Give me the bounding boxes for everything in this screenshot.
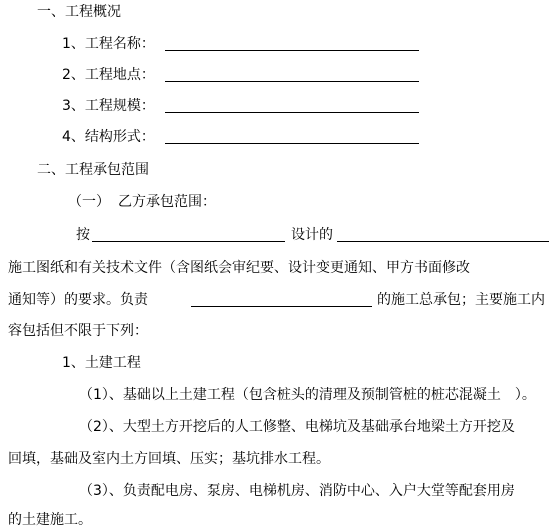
design-field[interactable] bbox=[337, 241, 549, 242]
item1-2-line1: （2）、大型土方开挖后的人工修整、电梯坑及基础承台地梁土方开挖及 bbox=[79, 419, 515, 435]
item1-2-line2: 回填，基础及室内土方回填、压实；基坑排水工程。 bbox=[8, 451, 330, 467]
project-location-label: 2、工程地点： bbox=[62, 67, 155, 83]
item1-title: 1、土建工程 bbox=[62, 355, 141, 371]
para2-line2-a: 通知等）的要求。负责 bbox=[8, 292, 148, 308]
item1-1: （1）、基础以上土建工程（包含桩头的清理及预制管桩的桩芯混凝土 ）。 bbox=[79, 387, 536, 403]
project-scale-field[interactable] bbox=[165, 112, 419, 113]
structure-type-label: 4、结构形式： bbox=[62, 129, 155, 145]
section1-heading: 一、工程概况 bbox=[37, 4, 121, 20]
structure-type-field[interactable] bbox=[165, 143, 419, 144]
item1-3-line1: （3）、负责配电房、泵房、电梯机房、消防中心、入户大堂等配套用房 bbox=[79, 483, 515, 499]
designer-field[interactable] bbox=[92, 241, 285, 242]
project-name-field[interactable] bbox=[165, 50, 419, 51]
sub-heading-number: （一） bbox=[68, 194, 110, 210]
scope-field[interactable] bbox=[191, 306, 372, 307]
para1-middle: 设计的 bbox=[291, 227, 333, 243]
para2-line1: 施工图纸和有关技术文件（含图纸会审纪要、设计变更通知、甲方书面修改 bbox=[8, 260, 470, 276]
para1-prefix: 按 bbox=[76, 227, 90, 243]
project-name-label: 1、工程名称： bbox=[62, 36, 155, 52]
project-scale-label: 3、工程规模： bbox=[62, 98, 155, 114]
sub-heading-text: 乙方承包范围： bbox=[118, 194, 216, 210]
item1-3-line2: 的土建施工。 bbox=[8, 512, 92, 528]
section2-heading: 二、工程承包范围 bbox=[37, 162, 149, 178]
project-location-field[interactable] bbox=[165, 81, 419, 82]
para2-line3: 容包括但不限于下列： bbox=[8, 323, 148, 339]
para2-line2-b: 的施工总承包；主要施工内 bbox=[377, 292, 545, 308]
